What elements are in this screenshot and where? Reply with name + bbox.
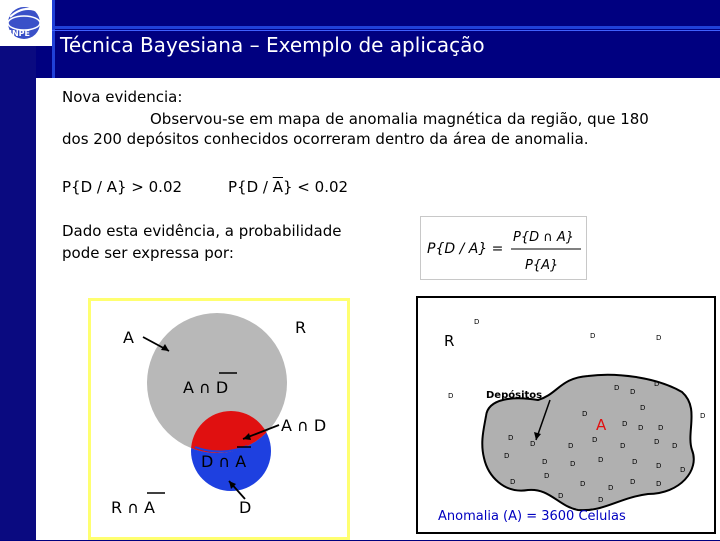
deposit-marker: D — [654, 380, 660, 388]
globe-icon — [0, 0, 52, 46]
deposit-marker: D — [598, 456, 604, 464]
left-sidebar-band — [0, 0, 36, 540]
deposit-marker: D — [654, 438, 660, 446]
prob2-prefix: P{D / — [228, 178, 273, 196]
venn-label-r: R — [295, 318, 307, 337]
venn-label-a-and-not-d: A ∩ D — [183, 378, 229, 397]
deposit-marker: D — [592, 436, 598, 444]
title-vertical-rule — [52, 0, 55, 80]
given-text-line-1: Dado esta evidência, a probabilidade — [62, 222, 342, 240]
formula-numerator: P{D ∩ A} — [513, 230, 575, 245]
deposits-label: Depósitos — [486, 390, 543, 401]
formula-denominator: P{A} — [525, 258, 559, 273]
deposit-marker: D — [700, 412, 706, 420]
deposit-marker: D — [658, 424, 664, 432]
deposit-marker: D — [630, 388, 636, 396]
deposit-marker: D — [570, 460, 576, 468]
deposit-marker: D — [598, 496, 604, 504]
deposit-marker: D — [590, 332, 596, 340]
deposit-marker: D — [568, 442, 574, 450]
probability-given-not-a — [228, 178, 348, 196]
given-text-line-2: pode ser expressa por: — [62, 244, 234, 262]
venn-label-d-and-not-a: D ∩ A — [201, 452, 247, 471]
prob2-suffix: } < 0.02 — [283, 178, 349, 196]
venn-label-d: D — [239, 498, 252, 517]
title-rule-thin — [52, 30, 720, 31]
deposit-marker: D — [530, 440, 536, 448]
deposit-marker: D — [620, 442, 626, 450]
logo-text: INPE — [9, 29, 30, 38]
evidence-heading: Nova evidencia: — [62, 88, 183, 106]
evidence-line-2: dos 200 depósitos conhecidos ocorreram dentro da área de anomalia. — [62, 130, 589, 148]
deposit-marker: D — [580, 480, 586, 488]
deposit-marker: D — [640, 404, 646, 412]
deposit-marker: D — [656, 334, 662, 342]
deposit-marker: D — [448, 392, 454, 400]
venn-label-r-and-not-a: R ∩ A — [111, 498, 155, 517]
title-rule — [52, 26, 720, 29]
deposit-marker: D — [672, 442, 678, 450]
deposit-marker: D — [542, 458, 548, 466]
map-label-r: R — [444, 332, 455, 350]
prob2-complement: $\overline{A}$ — [272, 178, 283, 196]
deposit-marker: D — [632, 458, 638, 466]
map-label-a: A — [596, 416, 607, 434]
map-caption: Anomalia (A) = 3600 Celulas — [438, 509, 626, 524]
deposit-marker: D — [614, 384, 620, 392]
inpe-logo — [0, 0, 54, 46]
venn-label-a-and-d: A ∩ D — [281, 416, 327, 435]
slide-title: Técnica Bayesiana – Exemplo de aplicação — [60, 33, 485, 57]
deposit-marker: D — [510, 478, 516, 486]
deposit-marker: D — [508, 434, 514, 442]
venn-diagram — [88, 298, 350, 540]
deposit-marker: D — [608, 484, 614, 492]
anomaly-map — [416, 296, 716, 534]
deposit-marker: D — [638, 424, 644, 432]
deposit-marker: D — [680, 466, 686, 474]
deposit-marker: D — [630, 478, 636, 486]
venn-label-a: A — [123, 328, 134, 347]
bayes-formula-box — [420, 216, 587, 280]
deposit-marker: D — [622, 420, 628, 428]
deposit-marker: D — [504, 452, 510, 460]
deposit-marker: D — [558, 492, 564, 500]
evidence-line-1: Observou-se em mapa de anomalia magnética da região, que 180 — [150, 110, 649, 128]
formula-lhs: P{D / A} = — [427, 241, 504, 257]
deposit-marker: D — [656, 462, 662, 470]
deposit-marker: D — [544, 472, 550, 480]
probability-given-a: P{D / A} > 0.02 — [62, 178, 183, 196]
deposit-marker: D — [582, 410, 588, 418]
deposit-marker: D — [474, 318, 480, 326]
deposit-marker: D — [656, 480, 662, 488]
